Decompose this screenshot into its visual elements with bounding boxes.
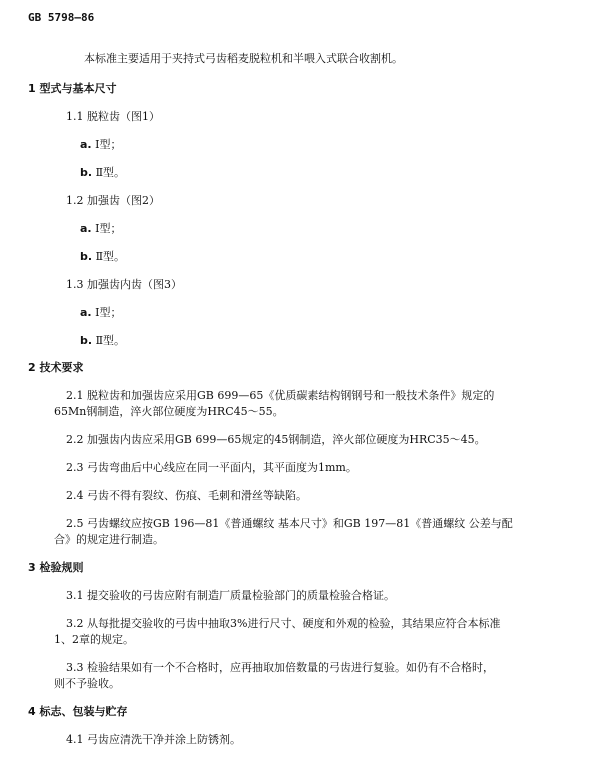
- clause-3-1: 3.1 提交验收的弓齿应附有制造厂质量检验部门的质量检验合格证。: [66, 589, 395, 602]
- item-text: Ⅰ型；: [95, 138, 122, 151]
- item-text: Ⅰ型；: [95, 222, 122, 235]
- clause-3-3-line2: 则不予验收。: [54, 677, 120, 690]
- item-text: Ⅱ型。: [95, 166, 126, 179]
- clause-2-5-line1: 2.5 弓齿螺纹应按GB 196—81《普通螺纹 基本尺寸》和GB 197—81《普通螺纹 公差与配: [66, 517, 513, 530]
- item-1-3-b: [80, 334, 125, 347]
- item-text: Ⅱ型。: [95, 250, 126, 263]
- clause-4-1: 4.1 弓齿应清洗干净并涂上防锈剂。: [66, 733, 241, 746]
- item-label: b.: [80, 166, 93, 179]
- section-4-title: 4 标志、包装与贮存: [28, 705, 128, 718]
- item-1-2-a: [80, 222, 121, 235]
- item-text: Ⅱ型。: [95, 334, 126, 347]
- item-1-1-b: [80, 166, 125, 179]
- item-label: a.: [80, 222, 92, 235]
- standard-number: GB 5798—86: [28, 11, 95, 24]
- item-1-1-a: [80, 138, 121, 151]
- clause-2-4: 2.4 弓齿不得有裂纹、伤痕、毛刺和滑丝等缺陷。: [66, 489, 307, 502]
- item-1-2-b: [80, 250, 125, 263]
- item-label: b.: [80, 334, 93, 347]
- clause-2-5-line2: 合》的规定进行制造。: [54, 533, 164, 546]
- clause-2-3: 2.3 弓齿弯曲后中心线应在同一平面内，其平面度为1mm。: [66, 461, 357, 474]
- clause-3-2-line1: 3.2 从每批提交验收的弓齿中抽取3%进行尺寸、硬度和外观的检验，其结果应符合本标准: [66, 617, 501, 630]
- section-3-title: 3 检验规则: [28, 561, 84, 574]
- clause-1-3: 1.3 加强齿内齿（图3）: [66, 278, 182, 291]
- clause-3-2-line2: 1、2章的规定。: [54, 633, 134, 646]
- item-text: Ⅰ型；: [95, 306, 122, 319]
- item-label: a.: [80, 138, 92, 151]
- item-label: b.: [80, 250, 93, 263]
- clause-1-1: 1.1 脱粒齿（图1）: [66, 110, 160, 123]
- intro-text: 本标准主要适用于夹持式弓齿稻麦脱粒机和半喂入式联合收割机。: [84, 52, 403, 65]
- section-2-title: 2 技术要求: [28, 361, 84, 374]
- clause-2-1-line2: 65Mn钢制造，淬火部位硬度为HRC45～55。: [54, 405, 284, 418]
- clause-1-2: 1.2 加强齿（图2）: [66, 194, 160, 207]
- item-1-3-a: [80, 306, 121, 319]
- section-1-title: 1 型式与基本尺寸: [28, 82, 117, 95]
- clause-2-1-line1: 2.1 脱粒齿和加强齿应采用GB 699—65《优质碳素结构钢钢号和一般技术条件》规定的: [66, 389, 495, 402]
- item-label: a.: [80, 306, 92, 319]
- clause-3-3-line1: 3.3 检验结果如有一个不合格时，应再抽取加倍数量的弓齿进行复验。如仍有不合格时，: [66, 661, 494, 674]
- clause-2-2: 2.2 加强齿内齿应采用GB 699—65规定的45钢制造，淬火部位硬度为HRC35～45。: [66, 433, 486, 446]
